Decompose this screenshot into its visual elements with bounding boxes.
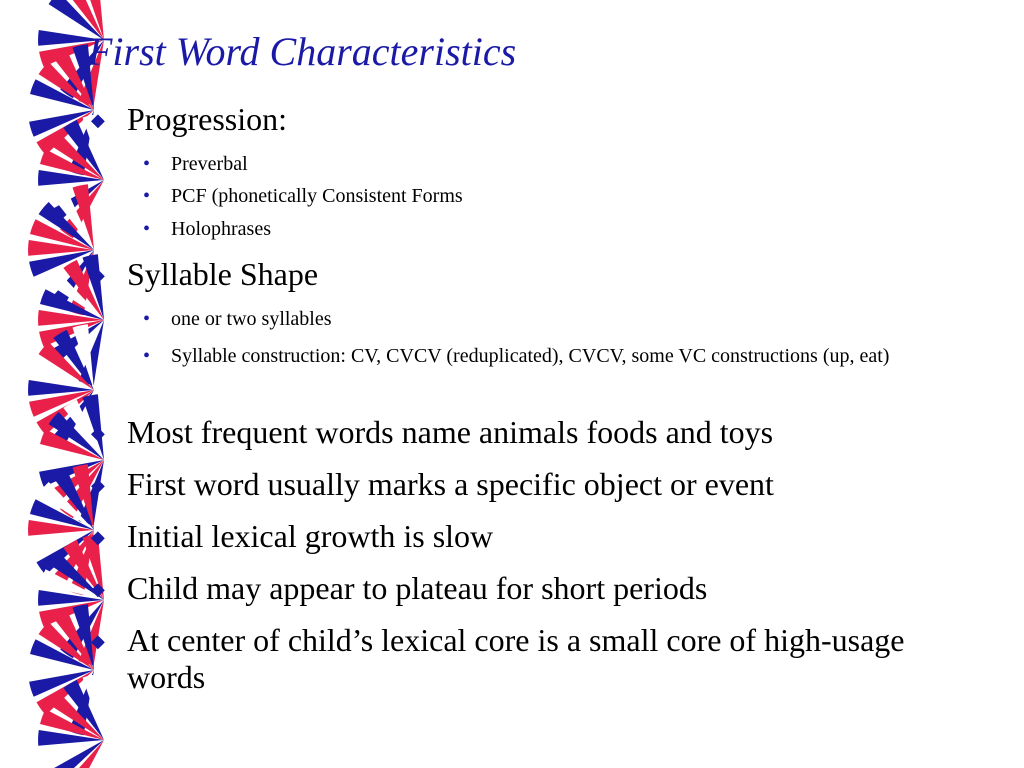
- bullet-lexical-growth: [91, 518, 947, 555]
- bullet-lexical-core: [91, 622, 947, 696]
- bullet-text: First word usually marks a specific object or event: [127, 466, 774, 502]
- subbullet-holophrases: [143, 215, 951, 244]
- bullet-frequent-words: [91, 414, 947, 451]
- diamond-bullet-icon: ◆: [91, 631, 105, 651]
- bullet-text: Most frequent words name animals foods and toys: [127, 414, 774, 450]
- dot-bullet-icon: •: [143, 218, 151, 240]
- diamond-bullet-icon: ◆: [91, 110, 105, 130]
- diamond-bullet-icon: ◆: [91, 265, 105, 285]
- subbullet-text: Holophrases: [171, 218, 271, 240]
- subbullet-preverbal: [143, 150, 951, 179]
- bullet-text: At center of child’s lexical core is a small core of high-usage words: [127, 622, 905, 695]
- subbullet-syllable-construction: [143, 342, 951, 371]
- diamond-bullet-icon: ◆: [91, 579, 105, 599]
- bullet-text: Child may appear to plateau for short periods: [127, 570, 708, 606]
- bullet-text: Initial lexical growth is slow: [127, 518, 494, 554]
- bullet-syllable-shape: [91, 256, 947, 293]
- dot-bullet-icon: •: [143, 153, 151, 175]
- diamond-bullet-icon: ◆: [91, 423, 105, 443]
- dot-bullet-icon: •: [143, 308, 151, 330]
- bullet-first-word: [91, 466, 947, 503]
- bullet-text: Progression:: [127, 101, 287, 137]
- subbullet-text: Preverbal: [171, 153, 248, 175]
- slide-title: First Word Characteristics: [88, 29, 517, 74]
- subbullet-text: Syllable construction: CV, CVCV (reduplicated), CVCV, some VC constructions (up, eat): [171, 345, 890, 367]
- bullet-plateau: [91, 570, 947, 607]
- subbullet-pcf: [143, 182, 951, 211]
- subbullet-syllables: [143, 305, 951, 334]
- dot-bullet-icon: •: [143, 345, 151, 367]
- bullet-text: Syllable Shape: [127, 256, 319, 292]
- dot-bullet-icon: •: [143, 185, 151, 207]
- subbullet-text: PCF (phonetically Consistent Forms: [171, 185, 463, 207]
- subbullet-text: one or two syllables: [171, 308, 332, 330]
- bullet-progression: [91, 101, 947, 138]
- diamond-bullet-icon: ◆: [91, 527, 105, 547]
- diamond-bullet-icon: ◆: [91, 475, 105, 495]
